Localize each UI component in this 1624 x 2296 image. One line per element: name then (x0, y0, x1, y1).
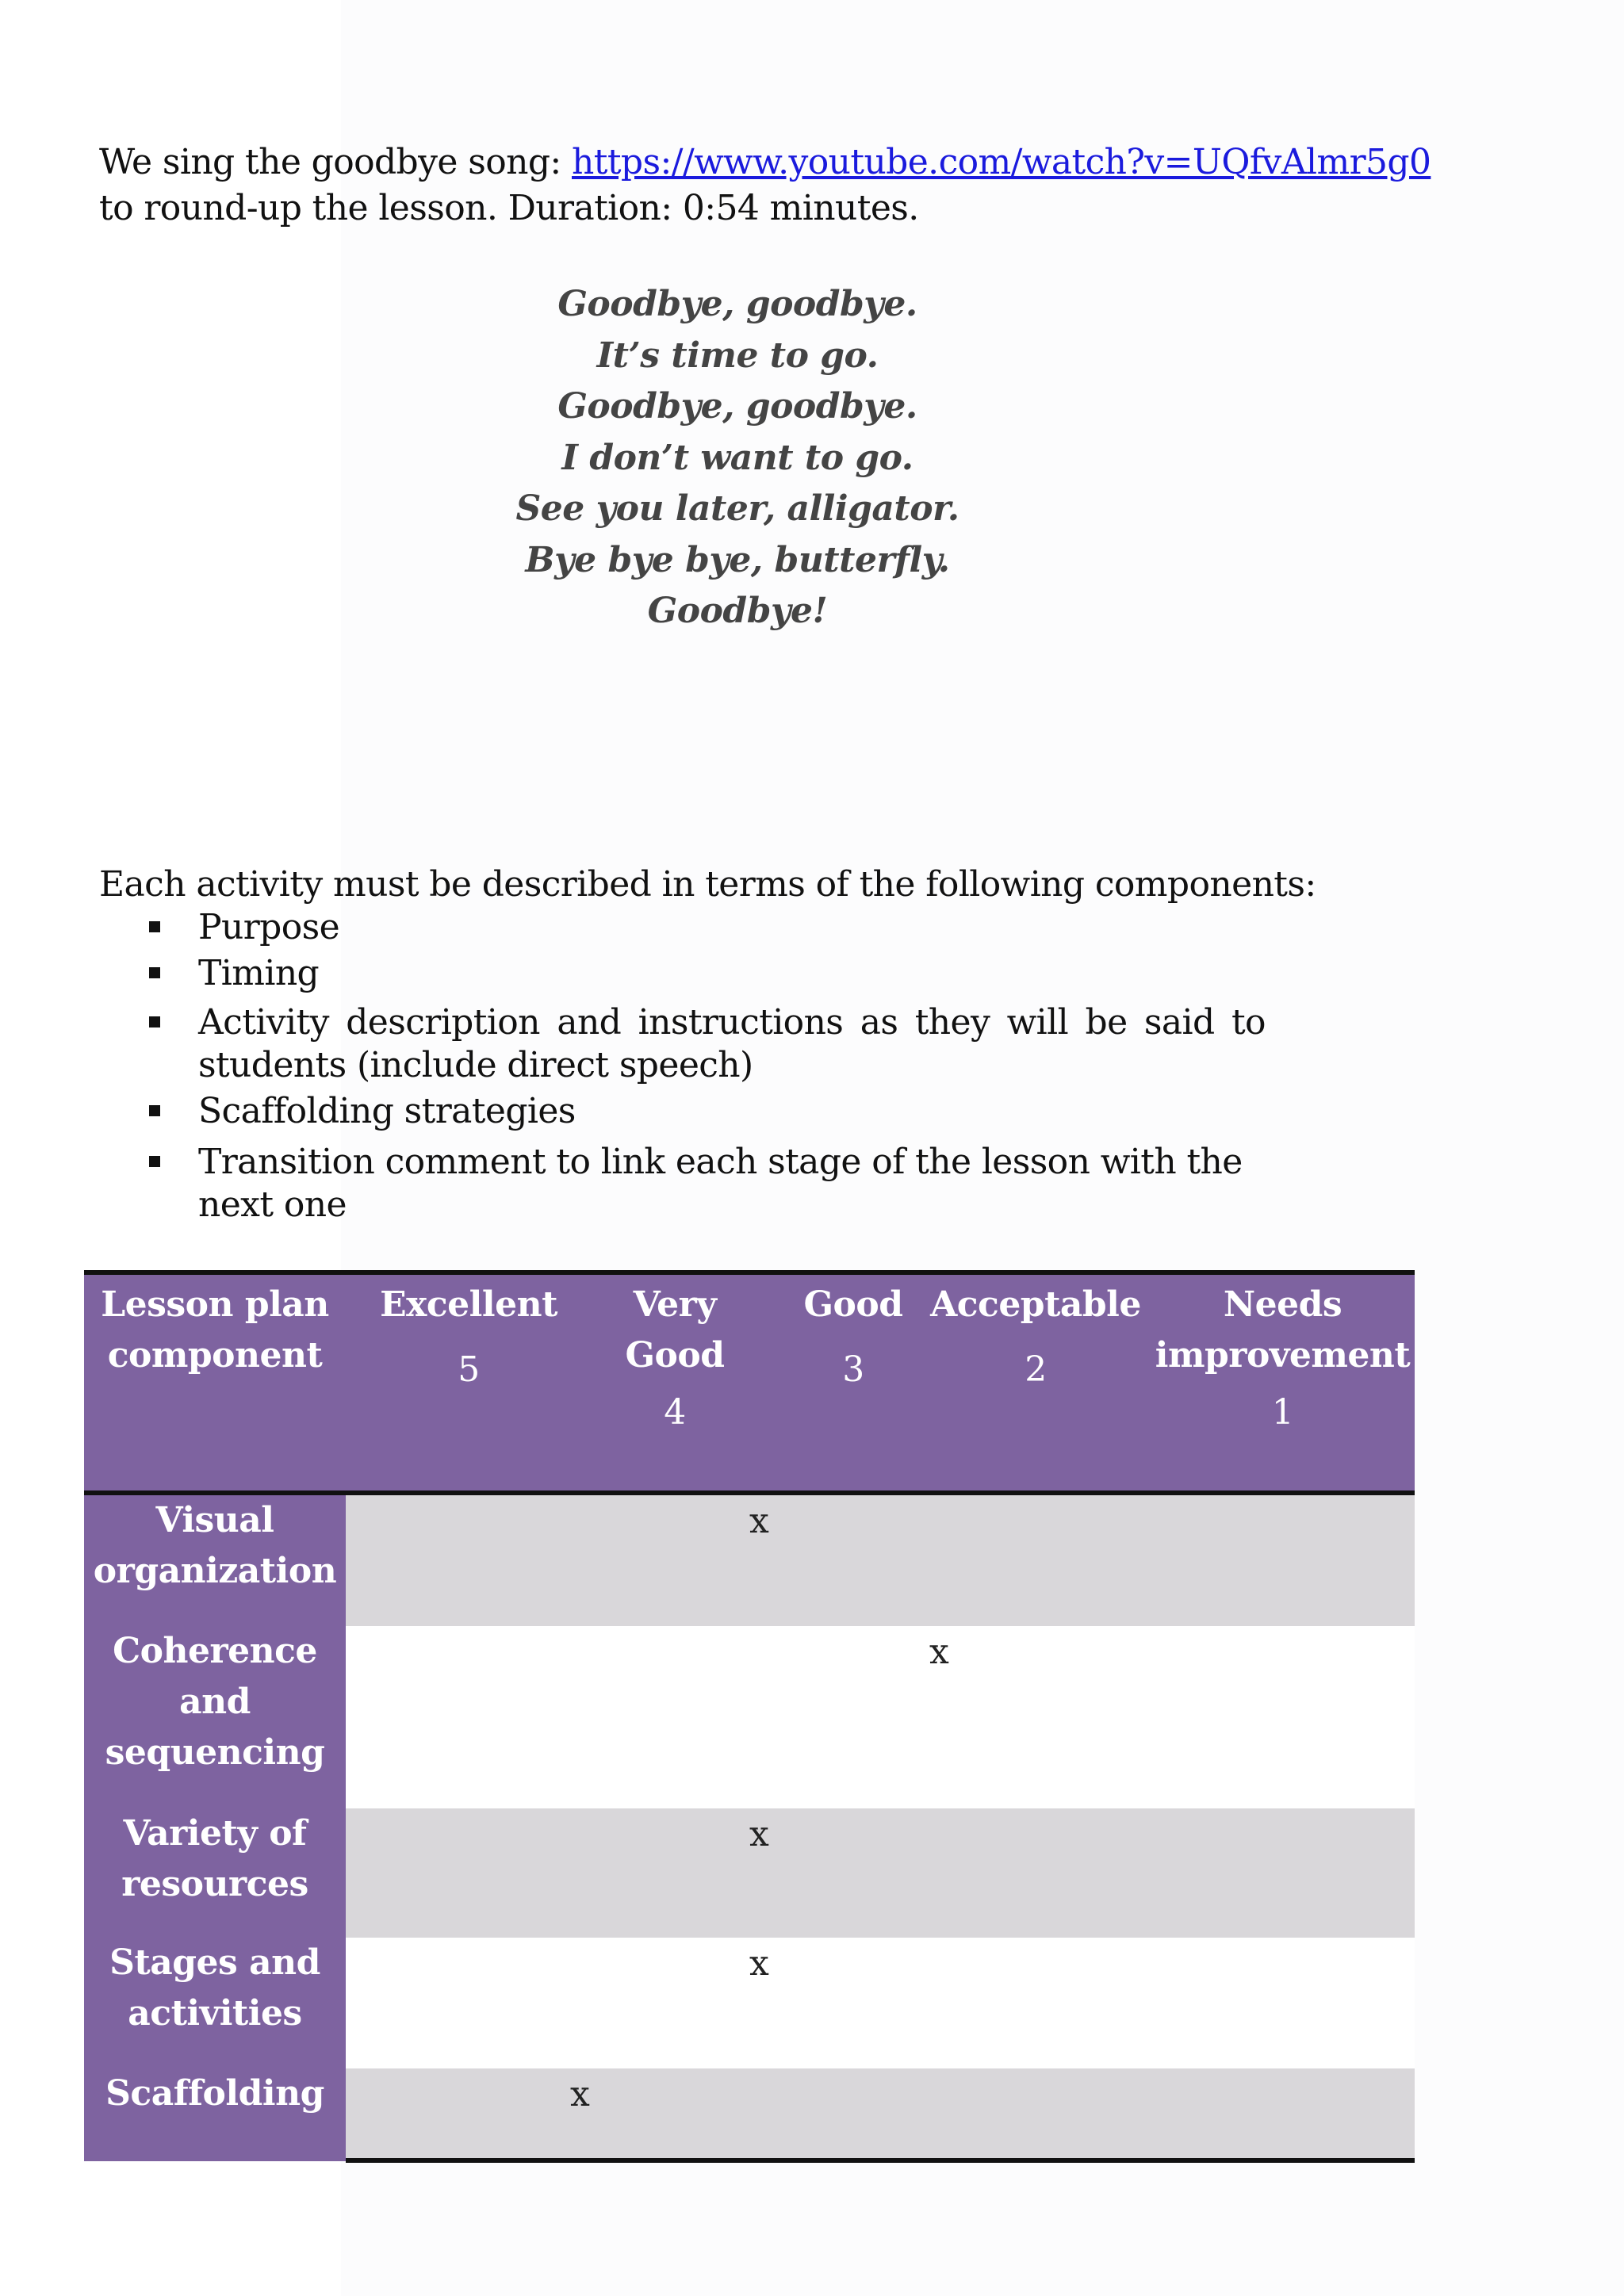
list-item-text: Transition comment to link each stage of the lesson with the next one (198, 1142, 1243, 1225)
intro-duration-text: to round-up the lesson. Duration: 0:54 minutes. (99, 188, 919, 228)
song-line: Goodbye! (647, 591, 828, 631)
rubric-table (84, 1270, 1415, 2161)
list-item (149, 1090, 1283, 1133)
rubric-header (84, 1270, 1415, 1490)
rubric-row-variety-of-resources (84, 1808, 1415, 1938)
table-bottom-rule (346, 2158, 1415, 2163)
row-label: Coherence and sequencing (84, 1626, 346, 1808)
list-item (149, 998, 1283, 1087)
row-label: Stages and activities (84, 1938, 346, 2068)
header-good: Good 3 (803, 1284, 903, 1390)
list-item-text: Purpose (198, 907, 340, 947)
rating-mark: x (749, 1501, 769, 1541)
song-line: See you later, alligator. (515, 488, 959, 529)
rubric-row-coherence (84, 1626, 1415, 1808)
rubric-row-visual-organization (84, 1495, 1415, 1626)
components-list (149, 906, 1283, 1230)
list-item-text-line-1: Activity description and instructions as they will be said to (198, 1002, 1266, 1043)
rating-mark: x (749, 1943, 769, 1984)
song-line: Goodbye, goodbye. (557, 284, 917, 324)
list-item-text: Scaffolding strategies (198, 1091, 576, 1131)
rubric-row-scaffolding (84, 2068, 1415, 2161)
square-bullet-icon (149, 1016, 160, 1027)
list-item-text: Timing (198, 953, 320, 993)
header-acceptable: Acceptable 2 (930, 1284, 1141, 1390)
list-item (149, 1141, 1283, 1226)
youtube-link[interactable]: https://www.youtube.com/watch?v=UQfvAlmr5g0 (572, 142, 1431, 182)
row-label: Visual organization (84, 1495, 346, 1626)
list-item (149, 906, 1283, 949)
rubric-body (84, 1490, 1415, 2161)
square-bullet-icon (149, 967, 160, 978)
song-line: I don’t want to go. (561, 437, 914, 478)
list-item-text-line-2: students (include direct speech) (198, 1045, 753, 1085)
intro-text: We sing the goodbye song: (99, 142, 572, 182)
intro-paragraph (99, 140, 1447, 232)
song-lyrics (476, 279, 999, 637)
rating-cells (346, 2068, 1415, 2161)
rating-cells (346, 1938, 1415, 2068)
rating-mark: x (570, 2074, 590, 2114)
header-needs-improvement: Needs improvement 1 (1155, 1284, 1411, 1433)
square-bullet-icon (149, 1105, 160, 1116)
rating-cells (346, 1808, 1415, 1938)
square-bullet-icon (149, 921, 160, 932)
rating-mark: x (929, 1632, 949, 1672)
rating-cells (346, 1626, 1415, 1808)
rating-mark: x (749, 1814, 769, 1854)
header-excellent: Excellent 5 (380, 1284, 557, 1390)
song-line: Goodbye, goodbye. (557, 386, 917, 427)
components-intro: Each activity must be described in terms of the following components: (99, 864, 1316, 905)
rubric-row-stages-and-activities (84, 1938, 1415, 2068)
square-bullet-icon (149, 1156, 160, 1167)
row-label: Variety of resources (84, 1808, 346, 1938)
rating-cells (346, 1495, 1415, 1626)
header-very-good: Very Good 4 (625, 1284, 725, 1433)
header-component: Lesson plan component (101, 1284, 329, 1376)
song-line: Bye bye bye, butterfly. (525, 539, 950, 580)
row-label: Scaffolding (84, 2068, 346, 2161)
song-line: It’s time to go. (596, 335, 879, 376)
list-item (149, 952, 1283, 995)
